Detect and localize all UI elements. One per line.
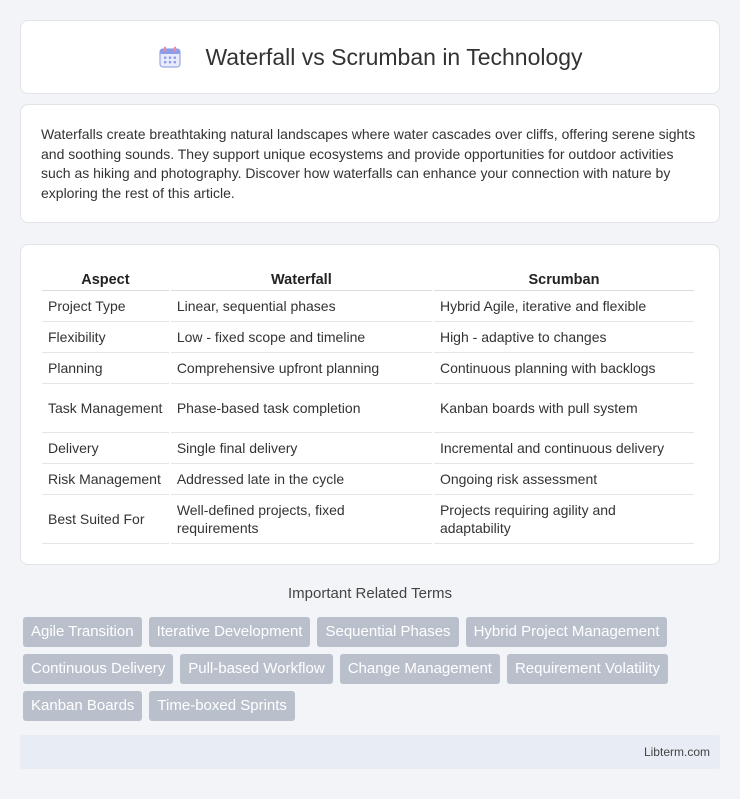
- aspect-cell: Project Type: [42, 291, 169, 322]
- waterfall-cell: Comprehensive upfront planning: [171, 353, 432, 384]
- intro-text: Waterfalls create breathtaking natural landscapes where water cascades over cliffs, offering serene sights and soothing sounds. They support unique ecosystems and provide opportunities for outdoor activities such as hiking and photography. Discover how waterfalls can enhance your connection with nature by exploring the rest of this article.: [41, 126, 696, 201]
- related-term-tag[interactable]: Continuous Delivery: [23, 654, 173, 684]
- intro-card: [20, 104, 720, 223]
- waterfall-cell: Addressed late in the cycle: [171, 464, 432, 495]
- scrumban-cell: Projects requiring agility and adaptability: [434, 495, 694, 544]
- related-term-tag[interactable]: Requirement Volatility: [507, 654, 668, 684]
- table-row: [42, 384, 694, 433]
- table-row: [42, 291, 694, 322]
- header-waterfall: Waterfall: [171, 265, 432, 291]
- scrumban-cell: Ongoing risk assessment: [434, 464, 694, 495]
- related-term-tag[interactable]: Change Management: [340, 654, 500, 684]
- scrumban-cell: Hybrid Agile, iterative and flexible: [434, 291, 694, 322]
- scrumban-cell: Incremental and continuous delivery: [434, 433, 694, 464]
- waterfall-cell: Single final delivery: [171, 433, 432, 464]
- related-term-tag[interactable]: Agile Transition: [23, 617, 142, 647]
- header-aspect: Aspect: [42, 265, 169, 291]
- comparison-table: [40, 265, 696, 544]
- related-term-tag[interactable]: Iterative Development: [149, 617, 311, 647]
- waterfall-cell: Phase-based task completion: [171, 384, 432, 433]
- aspect-cell: Task Management: [42, 384, 169, 433]
- header-scrumban: Scrumban: [434, 265, 694, 291]
- table-header-row: [42, 265, 694, 291]
- related-term-tag[interactable]: Sequential Phases: [317, 617, 458, 647]
- aspect-cell: Planning: [42, 353, 169, 384]
- waterfall-cell: Well-defined projects, fixed requirements: [171, 495, 432, 544]
- waterfall-cell: Low - fixed scope and timeline: [171, 322, 432, 353]
- related-term-tag[interactable]: Pull-based Workflow: [180, 654, 332, 684]
- related-term-tag[interactable]: Hybrid Project Management: [466, 617, 668, 647]
- related-term-tag[interactable]: Time-boxed Sprints: [149, 691, 295, 721]
- aspect-cell: Flexibility: [42, 322, 169, 353]
- comparison-table-card: [20, 244, 720, 565]
- related-terms-title: Important Related Terms: [288, 585, 452, 602]
- table-row: [42, 495, 694, 544]
- footer-site-link[interactable]: Libterm.com: [643, 745, 710, 759]
- waterfall-cell: Linear, sequential phases: [171, 291, 432, 322]
- related-term-tag[interactable]: Kanban Boards: [23, 691, 142, 721]
- footer: [20, 735, 720, 769]
- table-row: [42, 322, 694, 353]
- related-terms-list: [23, 617, 723, 721]
- scrumban-cell: Kanban boards with pull system: [434, 384, 694, 433]
- page-title: Waterfall vs Scrumban in Technology: [205, 43, 583, 70]
- scrumban-cell: High - adaptive to changes: [434, 322, 694, 353]
- table-row: [42, 464, 694, 495]
- table-row: [42, 353, 694, 384]
- table-row: [42, 433, 694, 464]
- header-card: [20, 20, 720, 94]
- aspect-cell: Delivery: [42, 433, 169, 464]
- aspect-cell: Best Suited For: [42, 495, 169, 544]
- calendar-icon: [157, 44, 183, 70]
- aspect-cell: Risk Management: [42, 464, 169, 495]
- scrumban-cell: Continuous planning with backlogs: [434, 353, 694, 384]
